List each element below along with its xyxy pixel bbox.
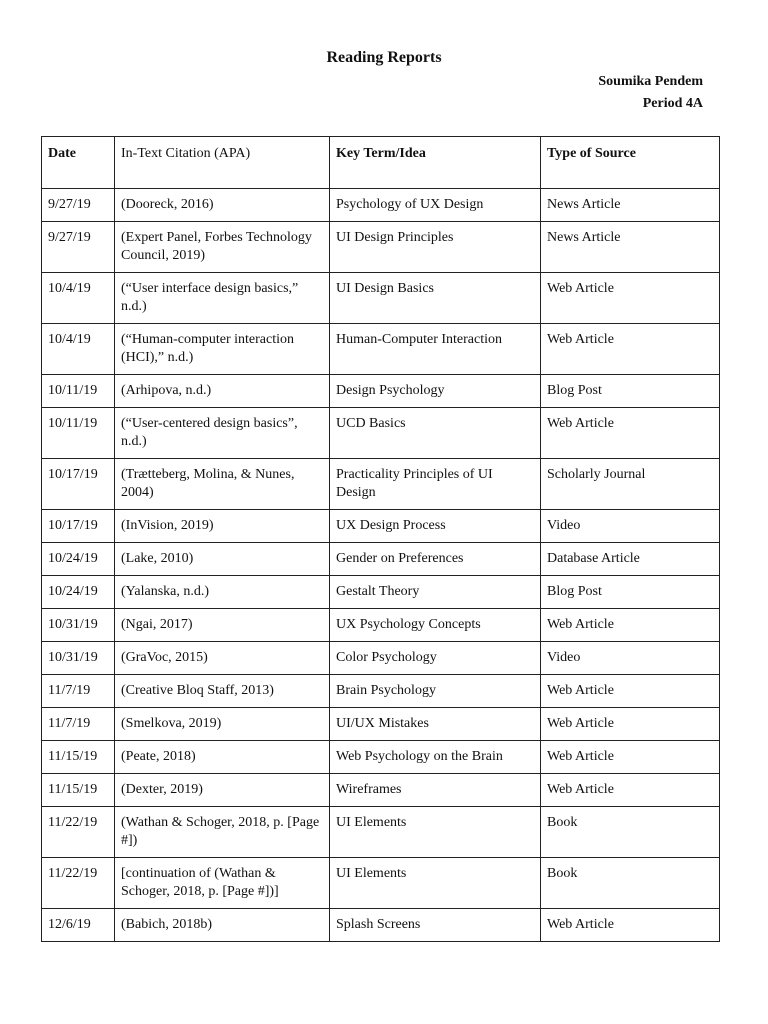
- table-row: [42, 642, 720, 675]
- cell-date: 9/27/19: [42, 222, 115, 273]
- cell-key-term: Web Psychology on the Brain: [330, 741, 541, 774]
- cell-citation: (Dooreck, 2016): [115, 189, 330, 222]
- table-row: [42, 807, 720, 858]
- cell-citation: (Trætteberg, Molina, & Nunes, 2004): [115, 459, 330, 510]
- cell-source-type: Web Article: [541, 408, 720, 459]
- table-row: [42, 324, 720, 375]
- table-row: [42, 576, 720, 609]
- cell-source-type: Book: [541, 807, 720, 858]
- cell-key-term: Splash Screens: [330, 909, 541, 942]
- cell-source-type: Web Article: [541, 675, 720, 708]
- table-row: [42, 510, 720, 543]
- cell-source-type: Book: [541, 858, 720, 909]
- cell-source-type: Video: [541, 510, 720, 543]
- cell-key-term: UX Psychology Concepts: [330, 609, 541, 642]
- cell-key-term: Human-Computer Interaction: [330, 324, 541, 375]
- cell-date: 11/7/19: [42, 675, 115, 708]
- cell-key-term: Brain Psychology: [330, 675, 541, 708]
- author-name: Soumika Pendem: [598, 74, 703, 89]
- cell-date: 11/15/19: [42, 741, 115, 774]
- cell-citation: (Creative Bloq Staff, 2013): [115, 675, 330, 708]
- cell-citation: (Smelkova, 2019): [115, 708, 330, 741]
- reading-reports-table: [41, 136, 720, 942]
- cell-key-term: UI/UX Mistakes: [330, 708, 541, 741]
- table-row: [42, 609, 720, 642]
- cell-date: 10/11/19: [42, 375, 115, 408]
- cell-key-term: Design Psychology: [330, 375, 541, 408]
- table-row: [42, 858, 720, 909]
- cell-citation: (Ngai, 2017): [115, 609, 330, 642]
- student-info: [598, 71, 703, 115]
- cell-citation: (“User-centered design basics”, n.d.): [115, 408, 330, 459]
- header-citation: In-Text Citation (APA): [115, 137, 330, 189]
- cell-source-type: Web Article: [541, 273, 720, 324]
- table-row: [42, 774, 720, 807]
- cell-source-type: News Article: [541, 222, 720, 273]
- cell-date: 9/27/19: [42, 189, 115, 222]
- cell-date: 10/31/19: [42, 609, 115, 642]
- cell-citation: (Wathan & Schoger, 2018, p. [Page #]): [115, 807, 330, 858]
- cell-date: 11/22/19: [42, 807, 115, 858]
- header-source-type: Type of Source: [541, 137, 720, 189]
- table-row: [42, 408, 720, 459]
- cell-date: 10/24/19: [42, 576, 115, 609]
- cell-date: 10/17/19: [42, 510, 115, 543]
- cell-key-term: Gender on Preferences: [330, 543, 541, 576]
- cell-source-type: Database Article: [541, 543, 720, 576]
- table-row: [42, 708, 720, 741]
- cell-key-term: Color Psychology: [330, 642, 541, 675]
- cell-key-term: Practicality Principles of UI Design: [330, 459, 541, 510]
- cell-citation: (Peate, 2018): [115, 741, 330, 774]
- cell-citation: (Babich, 2018b): [115, 909, 330, 942]
- table-row: [42, 459, 720, 510]
- cell-citation: (Lake, 2010): [115, 543, 330, 576]
- cell-source-type: Scholarly Journal: [541, 459, 720, 510]
- cell-citation: (Expert Panel, Forbes Technology Council, 2019): [115, 222, 330, 273]
- cell-citation: (Arhipova, n.d.): [115, 375, 330, 408]
- cell-source-type: Blog Post: [541, 576, 720, 609]
- cell-date: 10/11/19: [42, 408, 115, 459]
- cell-source-type: News Article: [541, 189, 720, 222]
- cell-date: 12/6/19: [42, 909, 115, 942]
- table-row: [42, 222, 720, 273]
- table-row: [42, 543, 720, 576]
- table-row: [42, 909, 720, 942]
- cell-source-type: Web Article: [541, 909, 720, 942]
- cell-citation: (Yalanska, n.d.): [115, 576, 330, 609]
- cell-key-term: Gestalt Theory: [330, 576, 541, 609]
- cell-key-term: UI Design Principles: [330, 222, 541, 273]
- cell-source-type: Blog Post: [541, 375, 720, 408]
- cell-date: 10/4/19: [42, 324, 115, 375]
- cell-key-term: Psychology of UX Design: [330, 189, 541, 222]
- cell-date: 10/24/19: [42, 543, 115, 576]
- header-date: Date: [42, 137, 115, 189]
- cell-date: 11/7/19: [42, 708, 115, 741]
- cell-source-type: Web Article: [541, 609, 720, 642]
- cell-key-term: UI Design Basics: [330, 273, 541, 324]
- cell-date: 11/15/19: [42, 774, 115, 807]
- table-row: [42, 741, 720, 774]
- cell-key-term: UCD Basics: [330, 408, 541, 459]
- table-row: [42, 189, 720, 222]
- cell-citation: (InVision, 2019): [115, 510, 330, 543]
- cell-citation: (GraVoc, 2015): [115, 642, 330, 675]
- table-row: [42, 375, 720, 408]
- cell-citation: (Dexter, 2019): [115, 774, 330, 807]
- cell-key-term: UI Elements: [330, 807, 541, 858]
- cell-date: 10/17/19: [42, 459, 115, 510]
- cell-citation: [continuation of (Wathan & Schoger, 2018, p. [Page #])]: [115, 858, 330, 909]
- cell-citation: (“Human-computer interaction (HCI),” n.d.): [115, 324, 330, 375]
- cell-source-type: Web Article: [541, 774, 720, 807]
- header-key-term: Key Term/Idea: [330, 137, 541, 189]
- cell-citation: (“User interface design basics,” n.d.): [115, 273, 330, 324]
- cell-key-term: UX Design Process: [330, 510, 541, 543]
- class-period: Period 4A: [642, 96, 703, 111]
- cell-source-type: Video: [541, 642, 720, 675]
- cell-source-type: Web Article: [541, 324, 720, 375]
- cell-source-type: Web Article: [541, 741, 720, 774]
- table-header-row: [42, 137, 720, 189]
- table-row: [42, 273, 720, 324]
- cell-key-term: Wireframes: [330, 774, 541, 807]
- table-row: [42, 675, 720, 708]
- cell-date: 10/4/19: [42, 273, 115, 324]
- cell-key-term: UI Elements: [330, 858, 541, 909]
- document-title: Reading Reports: [326, 49, 442, 66]
- cell-date: 10/31/19: [42, 642, 115, 675]
- cell-date: 11/22/19: [42, 858, 115, 909]
- cell-source-type: Web Article: [541, 708, 720, 741]
